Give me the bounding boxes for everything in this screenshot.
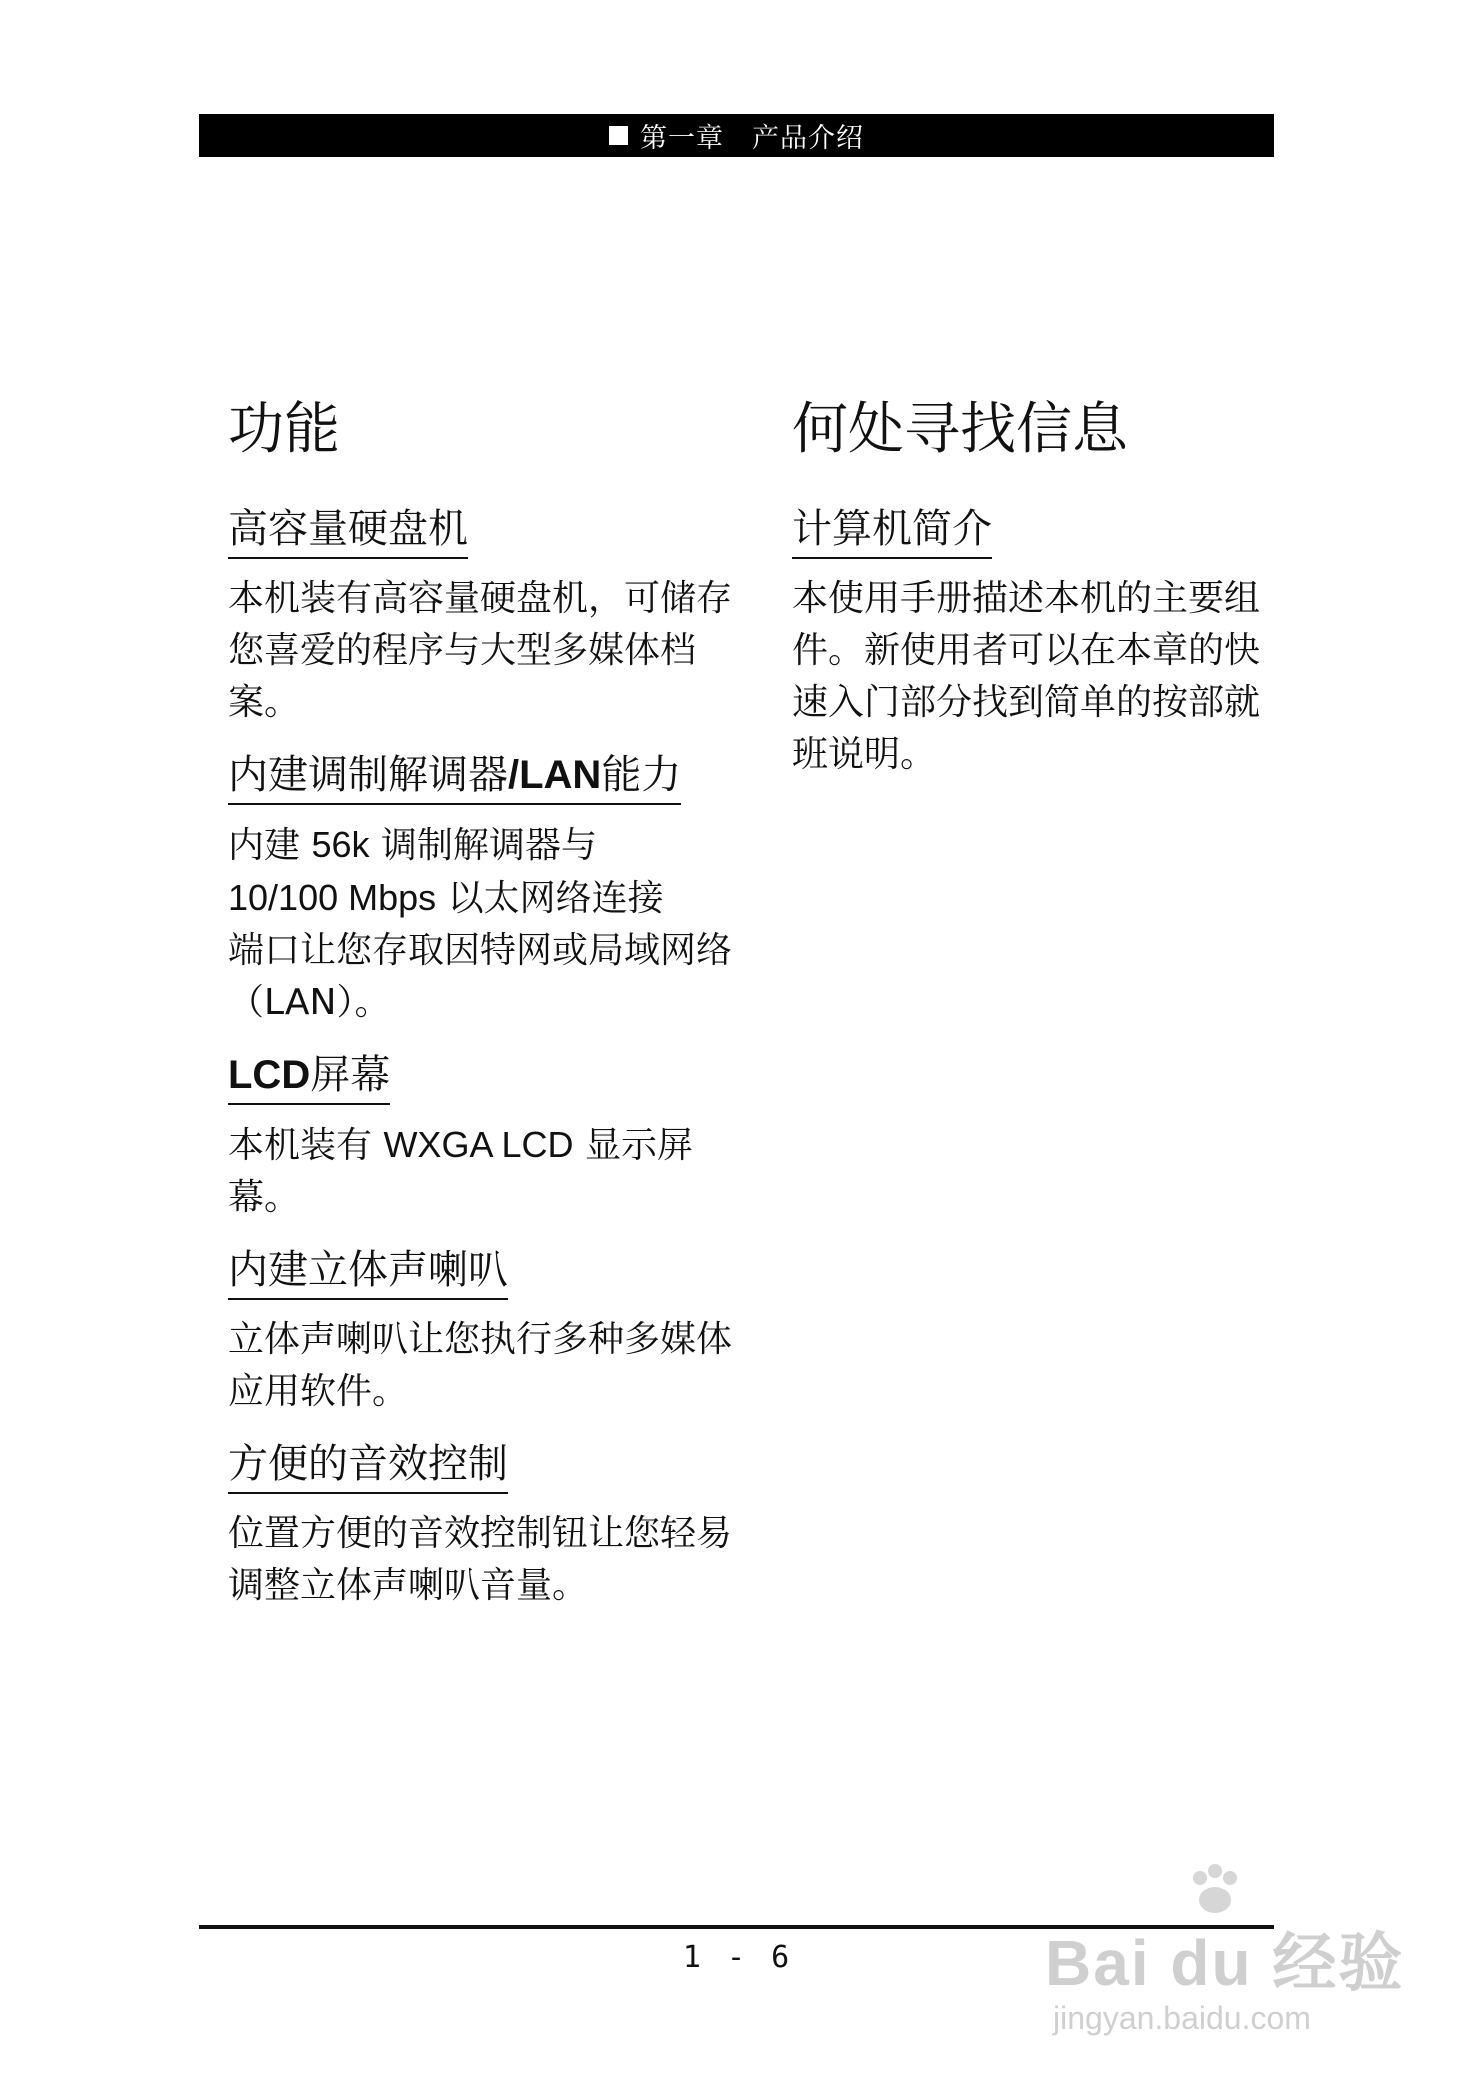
watermark-logo: Bai du 经验 (1045, 1927, 1405, 1999)
features-column (228, 395, 758, 1632)
section-title-info: 何处寻找信息 (792, 397, 1128, 462)
feature-title: 内建立体声喇叭 (228, 1244, 508, 1300)
watermark-url: jingyan.baidu.com (1053, 2000, 1311, 2036)
square-bullet-icon (609, 126, 628, 145)
feature-body: 内建 56k 调制解调器与 10/100 Mbps 以太网络连接 端口让您存取因特网或局域网络（LAN）。 (228, 824, 733, 1023)
feature-modem-lan (228, 749, 758, 1029)
feature-intro (792, 503, 1272, 781)
feature-speakers (228, 1244, 758, 1418)
feature-body: 本机装有 WXGA LCD 显示屏幕。 (228, 1124, 693, 1218)
feature-title: 高容量硬盘机 (228, 503, 468, 559)
feature-title: 计算机简介 (792, 503, 992, 559)
baidu-watermark (1045, 1860, 1465, 2060)
info-column (792, 395, 1272, 801)
paw-icon (1185, 1860, 1245, 1920)
feature-title: LCD屏幕 (228, 1049, 390, 1105)
page-number: 1 - 6 (682, 1940, 794, 1975)
feature-body: 立体声喇叭让您执行多种多媒体应用软件。 (228, 1319, 733, 1412)
chapter-title: 产品介绍 (752, 123, 864, 154)
feature-title: 内建调制解调器/LAN能力 (228, 749, 681, 805)
feature-hdd (228, 503, 758, 729)
feature-audio-control (228, 1438, 758, 1612)
chapter-label: 第一章 (640, 123, 724, 154)
feature-body: 位置方便的音效控制钮让您轻易调整立体声喇叭音量。 (228, 1513, 733, 1606)
feature-body: 本使用手册描述本机的主要组件。新使用者可以在本章的快速入门部分找到简单的按部就班说明。 (792, 578, 1261, 775)
chapter-header-bar (199, 114, 1274, 157)
feature-lcd (228, 1049, 758, 1224)
feature-title: 方便的音效控制 (228, 1438, 508, 1494)
section-title-features: 功能 (228, 397, 340, 462)
feature-body: 本机装有高容量硬盘机，可储存您喜爱的程序与大型多媒体档案。 (228, 578, 733, 723)
